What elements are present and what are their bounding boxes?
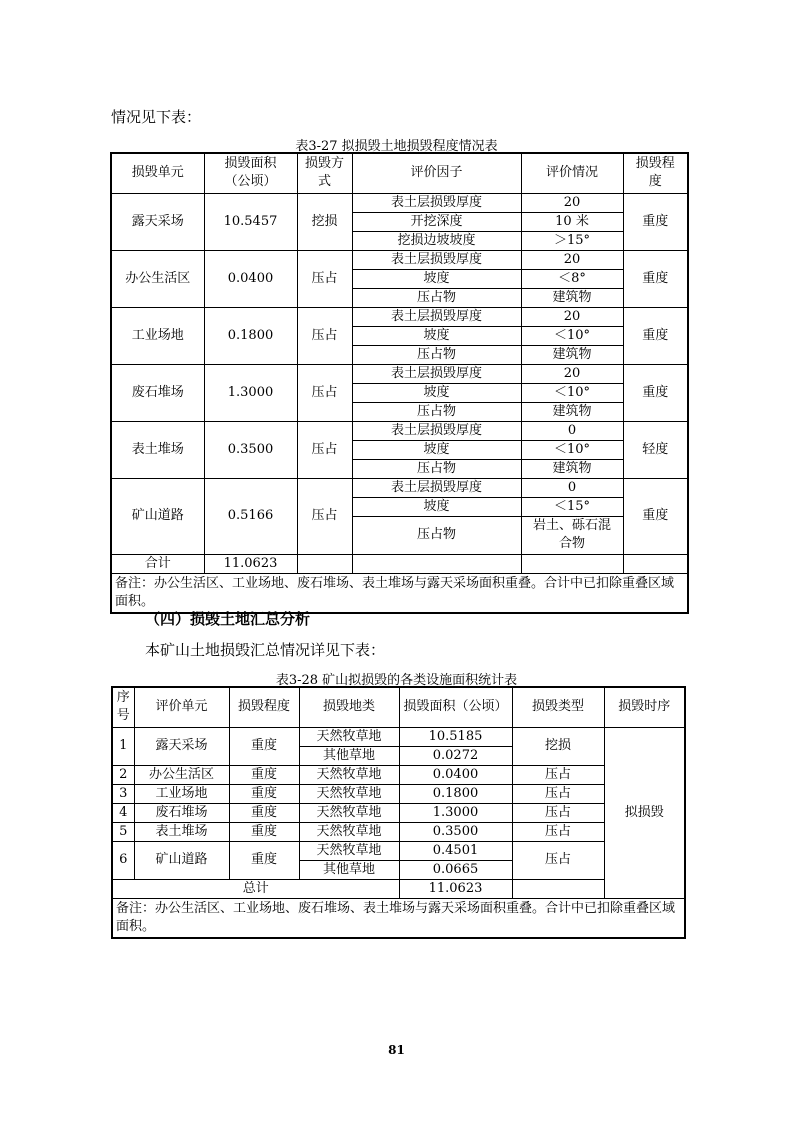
land-type-cell: 天然牧草地: [299, 841, 399, 860]
factor-cell: 坡度: [352, 383, 521, 402]
table-row: [111, 193, 688, 212]
value-cell: ＜8°: [521, 269, 623, 288]
mode-cell: 压占: [297, 250, 352, 307]
total-area: 11.0623: [204, 554, 297, 573]
level-cell: 重度: [623, 307, 688, 364]
empty-cell: [623, 554, 688, 573]
table-row: [111, 421, 688, 440]
header-cell: 评价因子: [352, 153, 521, 193]
level-cell: 重度: [229, 727, 299, 765]
unit-cell: 矿山道路: [134, 841, 229, 879]
unit-cell: 工业场地: [111, 307, 204, 364]
area-cell: 0.4501: [399, 841, 512, 860]
area-cell: 0.3500: [399, 822, 512, 841]
area-cell: 10.5457: [204, 193, 297, 250]
row-number: 4: [112, 803, 134, 822]
land-type-cell: 天然牧草地: [299, 784, 399, 803]
table-row: [111, 307, 688, 326]
unit-cell: 矿山道路: [111, 478, 204, 554]
factor-cell: 压占物: [352, 459, 521, 478]
section-heading: （四）损毁土地汇总分析: [145, 610, 311, 628]
unit-cell: 表土堆场: [111, 421, 204, 478]
table-header-row: [111, 153, 688, 193]
intro-text: 情况见下表：: [111, 108, 202, 126]
unit-cell: 废石堆场: [111, 364, 204, 421]
type-cell: 压占: [512, 822, 604, 841]
mode-cell: 压占: [297, 364, 352, 421]
page-number: 81: [388, 1043, 405, 1057]
header-cell: 损毁方 式: [297, 153, 352, 193]
total-area: 11.0623: [399, 879, 512, 898]
factor-cell: 表土层损毁厚度: [352, 307, 521, 326]
factor-cell: 表土层损毁厚度: [352, 364, 521, 383]
level-cell: 重度: [229, 784, 299, 803]
empty-cell: [512, 879, 604, 898]
level-cell: 重度: [229, 803, 299, 822]
unit-cell: 废石堆场: [134, 803, 229, 822]
total-row: [111, 554, 688, 573]
timing-cell: 拟损毁: [604, 727, 685, 898]
total-row: [112, 879, 685, 898]
area-cell: 0.0665: [399, 860, 512, 879]
value-cell: 20: [521, 250, 623, 269]
area-cell: 1.3000: [204, 364, 297, 421]
row-number: 5: [112, 822, 134, 841]
area-cell: 0.1800: [399, 784, 512, 803]
header-cell: 评价情况: [521, 153, 623, 193]
area-cell: 0.0400: [204, 250, 297, 307]
area-cell: 0.0400: [399, 765, 512, 784]
header-cell: 损毁时序: [604, 687, 685, 727]
header-cell: 损毁类型: [512, 687, 604, 727]
level-cell: 轻度: [623, 421, 688, 478]
type-cell: 挖损: [512, 727, 604, 765]
value-cell: 建筑物: [521, 402, 623, 421]
header-cell: 序 号: [112, 687, 134, 727]
value-cell: ＜15°: [521, 497, 623, 516]
land-type-cell: 其他草地: [299, 746, 399, 765]
note-row: [111, 573, 688, 613]
factor-cell: 压占物: [352, 345, 521, 364]
row-number: 1: [112, 727, 134, 765]
table-row: [111, 478, 688, 497]
row-number: 3: [112, 784, 134, 803]
table1-caption: 表3-27 拟损毁土地损毁程度情况表: [295, 139, 498, 154]
unit-cell: 露天采场: [134, 727, 229, 765]
table-note: 备注：办公生活区、工业场地、废石堆场、表土堆场与露天采场面积重叠。合计中已扣除重叠区域面积。: [111, 573, 688, 613]
type-cell: 压占: [512, 765, 604, 784]
factor-cell: 压占物: [352, 402, 521, 421]
value-cell: ＜10°: [521, 326, 623, 345]
table-row: [112, 822, 685, 841]
value-cell: ＜10°: [521, 440, 623, 459]
mode-cell: 压占: [297, 478, 352, 554]
land-type-cell: 天然牧草地: [299, 765, 399, 784]
table-row: [112, 803, 685, 822]
row-number: 2: [112, 765, 134, 784]
total-label: 总计: [112, 879, 399, 898]
value-cell: 20: [521, 193, 623, 212]
area-cell: 1.3000: [399, 803, 512, 822]
unit-cell: 露天采场: [111, 193, 204, 250]
table2-caption: 表3-28 矿山拟损毁的各类设施面积统计表: [275, 673, 518, 688]
table-row: [112, 727, 685, 746]
level-cell: 重度: [623, 193, 688, 250]
value-cell: 建筑物: [521, 345, 623, 364]
row-number: 6: [112, 841, 134, 879]
table-header-row: [112, 687, 685, 727]
unit-cell: 办公生活区: [111, 250, 204, 307]
area-cell: 0.1800: [204, 307, 297, 364]
land-type-cell: 其他草地: [299, 860, 399, 879]
value-cell: ＜10°: [521, 383, 623, 402]
header-cell: 损毁面积（公顷）: [399, 687, 512, 727]
factor-cell: 坡度: [352, 269, 521, 288]
value-cell: 建筑物: [521, 288, 623, 307]
factor-cell: 表土层损毁厚度: [352, 193, 521, 212]
factor-cell: 表土层损毁厚度: [352, 478, 521, 497]
level-cell: 重度: [623, 250, 688, 307]
section-text: 本矿山土地损毁汇总情况详见下表：: [145, 641, 386, 659]
table-row: [112, 765, 685, 784]
land-type-cell: 天然牧草地: [299, 822, 399, 841]
land-type-cell: 天然牧草地: [299, 803, 399, 822]
type-cell: 压占: [512, 784, 604, 803]
header-cell: 损毁程 度: [623, 153, 688, 193]
value-cell: 10 米: [521, 212, 623, 231]
value-cell: 0: [521, 421, 623, 440]
level-cell: 重度: [229, 822, 299, 841]
level-cell: 重度: [623, 478, 688, 554]
mode-cell: 压占: [297, 307, 352, 364]
damage-degree-table: [110, 152, 689, 614]
factor-cell: 挖损边坡坡度: [352, 231, 521, 250]
table-row: [112, 841, 685, 860]
empty-cell: [352, 554, 521, 573]
factor-cell: 坡度: [352, 497, 521, 516]
land-type-cell: 天然牧草地: [299, 727, 399, 746]
factor-cell: 坡度: [352, 440, 521, 459]
factor-cell: 压占物: [352, 516, 521, 554]
level-cell: 重度: [229, 841, 299, 879]
factor-cell: 表土层损毁厚度: [352, 250, 521, 269]
table-note: 备注：办公生活区、工业场地、废石堆场、表土堆场与露天采场面积重叠。合计中已扣除重叠区域面积。: [112, 898, 685, 938]
mode-cell: 挖损: [297, 193, 352, 250]
header-cell: 评价单元: [134, 687, 229, 727]
area-cell: 10.5185: [399, 727, 512, 746]
value-cell: 20: [521, 364, 623, 383]
factor-cell: 压占物: [352, 288, 521, 307]
mode-cell: 压占: [297, 421, 352, 478]
unit-cell: 表土堆场: [134, 822, 229, 841]
type-cell: 压占: [512, 803, 604, 822]
area-cell: 0.5166: [204, 478, 297, 554]
factor-cell: 表土层损毁厚度: [352, 421, 521, 440]
value-cell: 岩土、砾石混 合物: [521, 516, 623, 554]
table-row: [112, 784, 685, 803]
header-cell: 损毁面积 （公顷）: [204, 153, 297, 193]
note-row: [112, 898, 685, 938]
level-cell: 重度: [229, 765, 299, 784]
value-cell: 0: [521, 478, 623, 497]
value-cell: 20: [521, 307, 623, 326]
header-cell: 损毁地类: [299, 687, 399, 727]
damage-summary-table: [111, 686, 686, 939]
level-cell: 重度: [623, 364, 688, 421]
table-row: [111, 364, 688, 383]
unit-cell: 工业场地: [134, 784, 229, 803]
factor-cell: 坡度: [352, 326, 521, 345]
factor-cell: 开挖深度: [352, 212, 521, 231]
value-cell: 建筑物: [521, 459, 623, 478]
total-label: 合计: [111, 554, 204, 573]
header-cell: 损毁单元: [111, 153, 204, 193]
table-row: [111, 250, 688, 269]
type-cell: 压占: [512, 841, 604, 879]
area-cell: 0.0272: [399, 746, 512, 765]
header-cell: 损毁程度: [229, 687, 299, 727]
value-cell: ＞15°: [521, 231, 623, 250]
empty-cell: [297, 554, 352, 573]
empty-cell: [521, 554, 623, 573]
unit-cell: 办公生活区: [134, 765, 229, 784]
area-cell: 0.3500: [204, 421, 297, 478]
